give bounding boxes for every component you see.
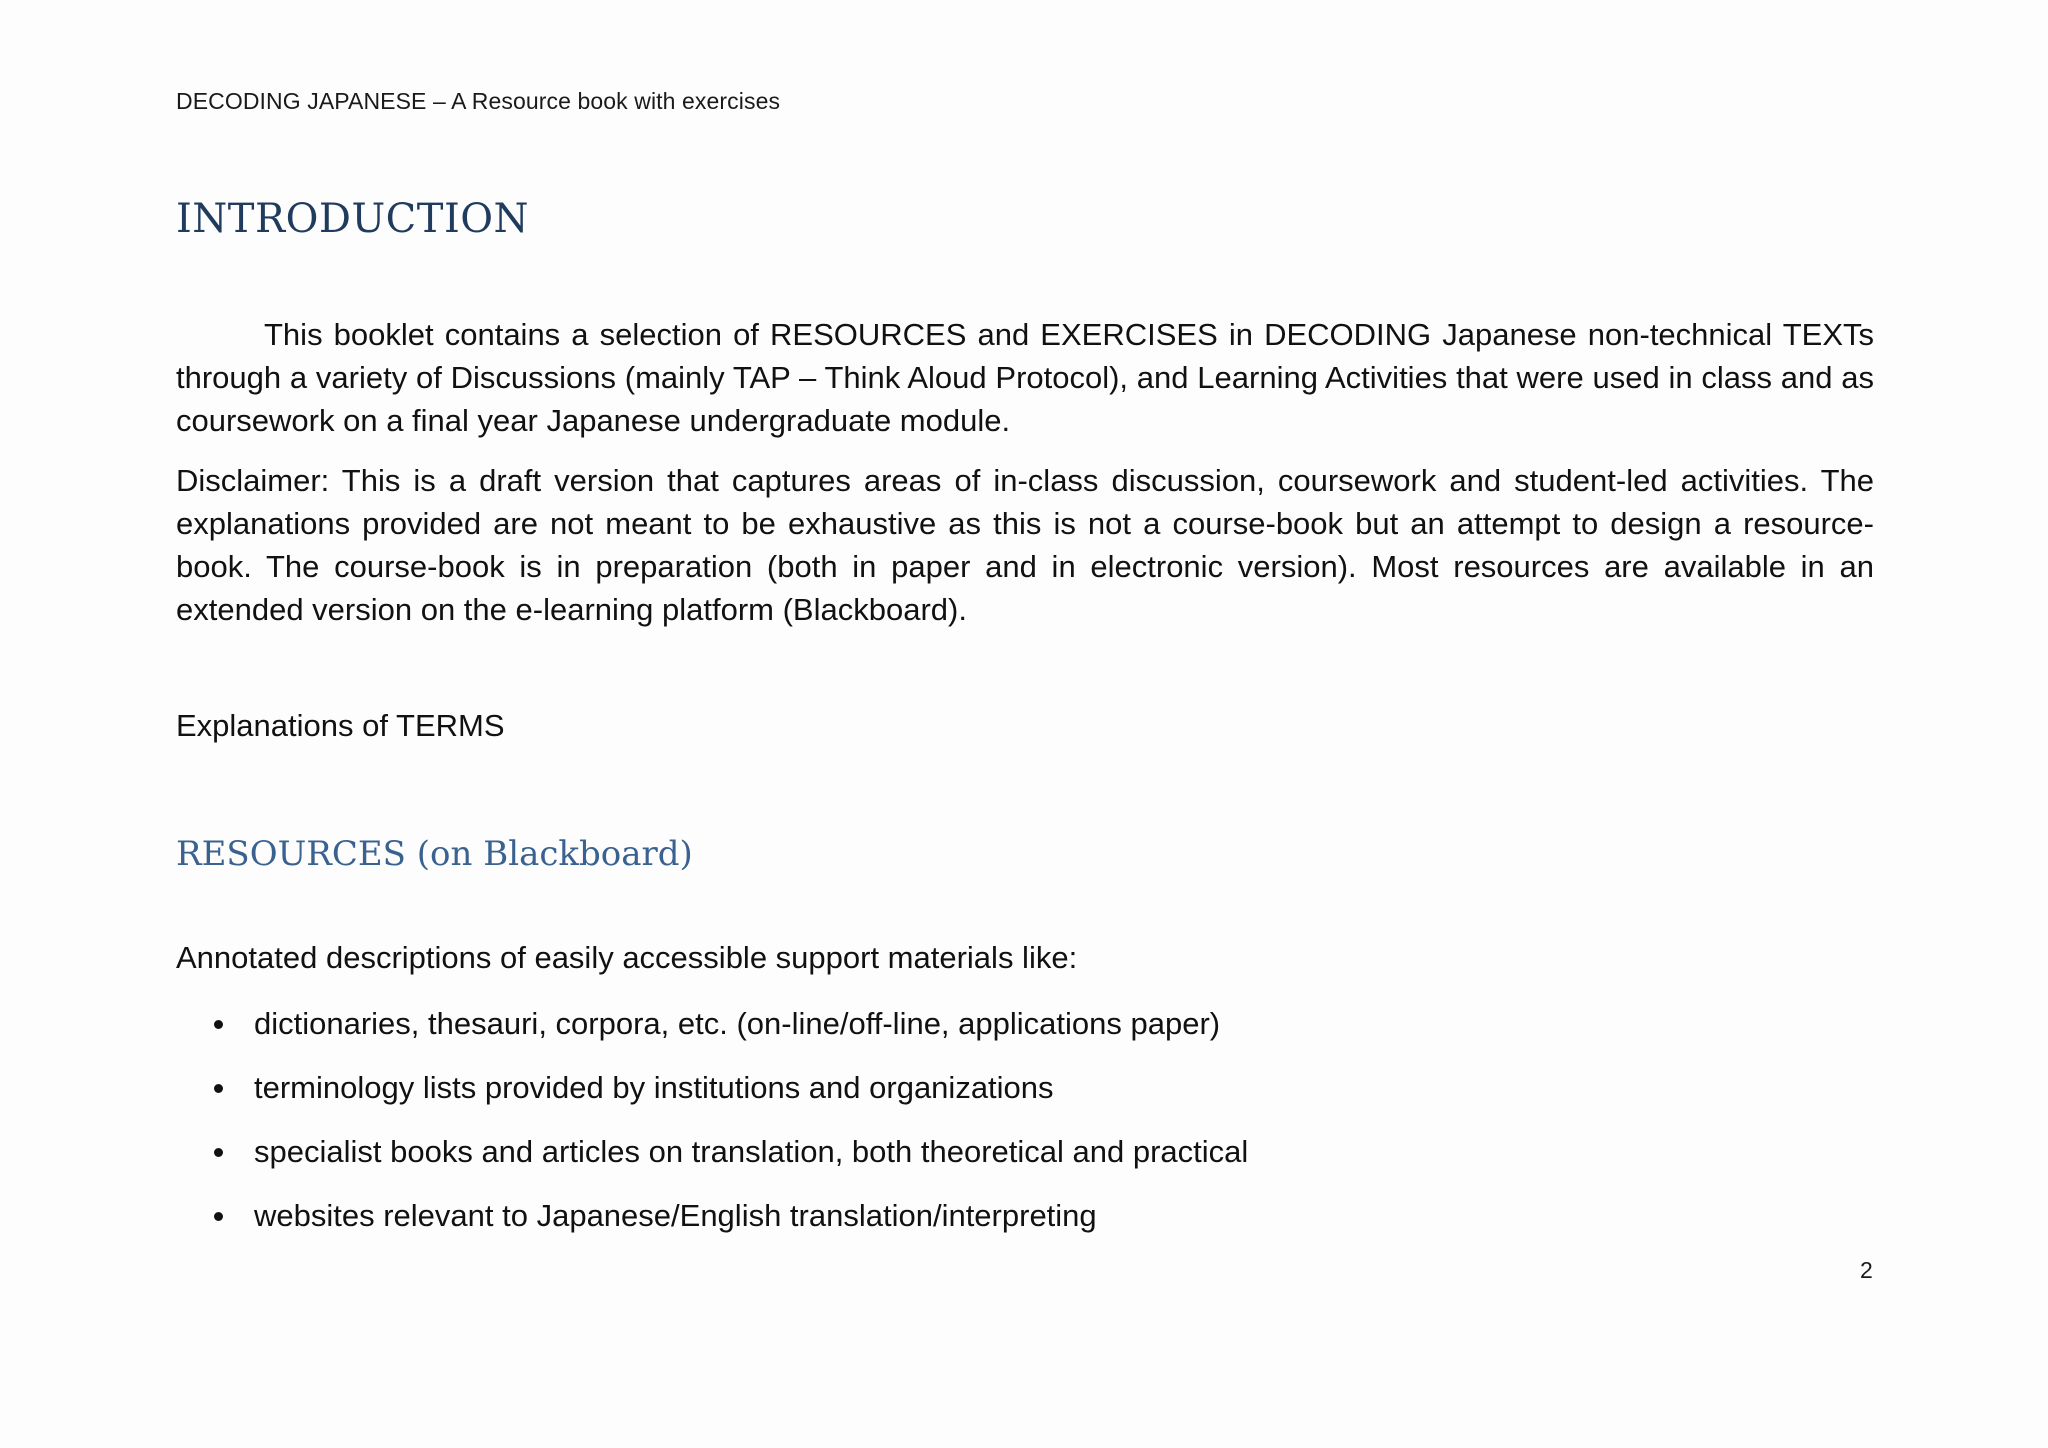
- list-item: [176, 1194, 1248, 1258]
- list-item: [176, 1066, 1248, 1130]
- list-item: [176, 1002, 1248, 1066]
- bullet-icon: [214, 1020, 223, 1029]
- resources-heading: RESOURCES (on Blackboard): [176, 834, 693, 874]
- list-item-text: dictionaries, thesauri, corpora, etc. (on-line/off-line, applications paper): [254, 1006, 1221, 1041]
- terms-label: Explanations of TERMS: [176, 708, 505, 743]
- bullet-icon: [214, 1084, 223, 1093]
- resources-list: [176, 1002, 1248, 1258]
- introduction-heading: INTRODUCTION: [176, 196, 530, 242]
- running-header: DECODING JAPANESE – A Resource book with exercises: [176, 88, 781, 114]
- introduction-paragraph-1: This booklet contains a selection of RESOURCES and EXERCISES in DECODING Japanese non-technical TEXTs through a variety of Discussions (mainly TAP – Think Aloud Protocol), and Learning Activities that were used in class and as coursework on a final year Japanese undergraduate module.: [176, 317, 1874, 438]
- page-number: 2: [1860, 1257, 1873, 1283]
- list-item-text: terminology lists provided by institutions and organizations: [254, 1070, 1054, 1105]
- list-item-text: websites relevant to Japanese/English translation/interpreting: [254, 1198, 1097, 1233]
- list-item-text: specialist books and articles on translation, both theoretical and practical: [254, 1134, 1249, 1169]
- bullet-icon: [214, 1148, 223, 1157]
- disclaimer-paragraph: Disclaimer: This is a draft version that captures areas of in-class discussion, coursework and student-led activities. The explanations provided are not meant to be exhaustive as this is not a course-book but an attempt to design a resource-book. The course-book is in preparation (both in paper and in electronic version). Most resources are available in an extended version on the e-learning platform (Blackboard).: [176, 463, 1874, 627]
- resources-intro: Annotated descriptions of easily accessible support materials like:: [176, 940, 1078, 975]
- list-item: [176, 1130, 1248, 1194]
- bullet-icon: [214, 1212, 223, 1221]
